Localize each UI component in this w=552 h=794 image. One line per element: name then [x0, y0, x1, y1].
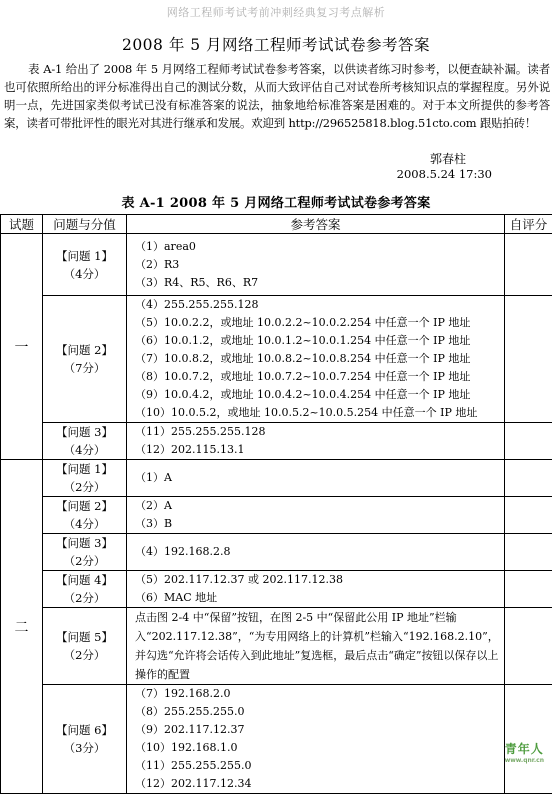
question-number: 一 — [1, 234, 43, 460]
part-points: （2分） — [43, 589, 126, 607]
table-row — [1, 234, 552, 296]
header-score: 自评分 — [505, 215, 552, 234]
part-label — [43, 234, 127, 296]
answer-line: （1）A — [135, 469, 504, 487]
question-number: 二 — [1, 460, 43, 794]
answer-line: （7）10.0.8.2，或地址 10.0.8.2~10.0.8.254 中任意一个 IP 地址 — [135, 350, 504, 368]
part-points: （7分） — [43, 359, 126, 377]
part-points: （4分） — [43, 265, 126, 283]
answer-line: （11）255.255.255.128 — [135, 423, 504, 441]
table-row — [1, 296, 552, 423]
header-answer: 参考答案 — [127, 215, 505, 234]
intro-text: 表 A-1 给出了 2008 年 5 月网络工程师考试试卷参考答案，以供读者练习时参考，以便查缺补漏。读者也可依照所给出的评分标准得出自己的测试分数，从而大致评估自己对试卷所考核知识点的掌握程度。另外说明一点，先进国家类似考试已没有标准答案的说法，抽象地给标准答案是困难的。对于本文所提供的参考答案，读者可带批评性的眼光对其进行继承和发展。欢迎到 http://296525818.blog.51cto.com 跟贴拍砖！ — [4, 62, 550, 130]
part-name: 【问题 4】 — [43, 571, 126, 589]
answer-line: （8）255.255.255.0 — [135, 703, 504, 721]
self-score-cell — [505, 460, 552, 497]
self-score-cell — [505, 685, 552, 794]
author-name: 郭春柱 — [430, 150, 466, 167]
self-score-cell — [505, 296, 552, 423]
logo-subtext: www.qnr.cn — [505, 757, 544, 764]
answer-line: （4）255.255.255.128 — [135, 296, 504, 314]
table-row — [1, 497, 552, 534]
self-score-cell — [505, 608, 552, 685]
part-points: （4分） — [43, 441, 126, 459]
part-name: 【问题 1】 — [43, 460, 126, 478]
answer-cell — [127, 296, 505, 423]
answer-line: （12）202.115.13.1 — [135, 441, 504, 459]
self-score-cell — [505, 497, 552, 534]
answer-line: （7）192.168.2.0 — [135, 685, 504, 703]
table-row — [1, 534, 552, 571]
answer-line: （12）202.117.12.34 — [135, 775, 504, 793]
answer-cell — [127, 497, 505, 534]
self-score-cell — [505, 571, 552, 608]
author-date: 2008.5.24 17:30 — [397, 167, 492, 181]
table-row — [1, 608, 552, 685]
table-row — [1, 571, 552, 608]
watermark-banner: 网络工程师考试考前冲刺经典复习考点解析 — [0, 4, 552, 20]
part-label — [43, 497, 127, 534]
answer-cell — [127, 460, 505, 497]
answer-line: （10）10.0.5.2，或地址 10.0.5.2~10.0.5.254 中任意一个 IP 地址 — [135, 404, 504, 422]
part-name: 【问题 5】 — [43, 628, 126, 646]
part-label — [43, 571, 127, 608]
part-name: 【问题 6】 — [43, 721, 126, 739]
part-name: 【问题 2】 — [43, 497, 126, 515]
answer-line: （2）A — [135, 497, 504, 515]
answer-line: （2）R3 — [135, 256, 504, 274]
part-name: 【问题 3】 — [43, 534, 126, 552]
part-points: （2分） — [43, 646, 126, 664]
part-points: （2分） — [43, 552, 126, 570]
part-name: 【问题 2】 — [43, 341, 126, 359]
self-score-cell — [505, 534, 552, 571]
answer-line: （11）255.255.255.0 — [135, 757, 504, 775]
self-score-cell — [505, 234, 552, 296]
answer-cell — [127, 685, 505, 794]
answer-line: （4）192.168.2.8 — [135, 543, 504, 561]
answer-line: 点击图 2-4 中“保留”按钮，在图 2-5 中“保留此公用 IP 地址”栏输入“202.117.12.38”，“为专用网络上的计算机”栏输入“192.168.2.10”，并勾选“允许将会话传入到此地址”复选框，最后点击“确定”按钮以保存以上操作的配置 — [135, 608, 504, 684]
answer-line: （9）10.0.4.2，或地址 10.0.4.2~10.0.4.254 中任意一个 IP 地址 — [135, 386, 504, 404]
part-label — [43, 534, 127, 571]
part-label — [43, 685, 127, 794]
site-logo — [505, 740, 544, 764]
answer-line: （10）192.168.1.0 — [135, 739, 504, 757]
part-name: 【问题 3】 — [43, 423, 126, 441]
table-header-row — [1, 215, 552, 234]
part-label — [43, 296, 127, 423]
answer-cell — [127, 234, 505, 296]
answer-line: （8）10.0.7.2，或地址 10.0.7.2~10.0.7.254 中任意一个 IP 地址 — [135, 368, 504, 386]
answer-line: （9）202.117.12.37 — [135, 721, 504, 739]
answer-line: （3）R4、R5、R6、R7 — [135, 274, 504, 292]
header-question: 试题 — [1, 215, 43, 234]
self-score-cell — [505, 423, 552, 460]
document-title: 2008 年 5 月网络工程师考试试卷参考答案 — [0, 33, 552, 55]
answer-line: （5）10.0.2.2，或地址 10.0.2.2~10.0.2.254 中任意一个 IP 地址 — [135, 314, 504, 332]
answer-line: （6）MAC 地址 — [135, 589, 504, 607]
answer-line: （3）B — [135, 515, 504, 533]
answer-cell — [127, 571, 505, 608]
part-points: （3分） — [43, 739, 126, 757]
part-points: （4分） — [43, 515, 126, 533]
header-part: 问题与分值 — [43, 215, 127, 234]
part-label — [43, 608, 127, 685]
part-points: （2分） — [43, 478, 126, 496]
answer-cell — [127, 534, 505, 571]
table-caption: 表 A-1 2008 年 5 月网络工程师考试试卷参考答案 — [0, 192, 552, 211]
intro-paragraph — [4, 60, 550, 132]
logo-text: 青年人 — [505, 742, 544, 756]
part-label — [43, 423, 127, 460]
part-name: 【问题 1】 — [43, 247, 126, 265]
table-body — [1, 234, 552, 794]
answer-line: （5）202.117.12.37 或 202.117.12.38 — [135, 571, 504, 589]
answer-cell — [127, 423, 505, 460]
answer-line: （1）area0 — [135, 238, 504, 256]
answer-cell — [127, 608, 505, 685]
table-row — [1, 460, 552, 497]
answer-line: （6）10.0.1.2，或地址 10.0.1.2~10.0.1.254 中任意一个 IP 地址 — [135, 332, 504, 350]
table-row — [1, 423, 552, 460]
answer-table — [0, 214, 552, 794]
table-row — [1, 685, 552, 794]
part-label — [43, 460, 127, 497]
